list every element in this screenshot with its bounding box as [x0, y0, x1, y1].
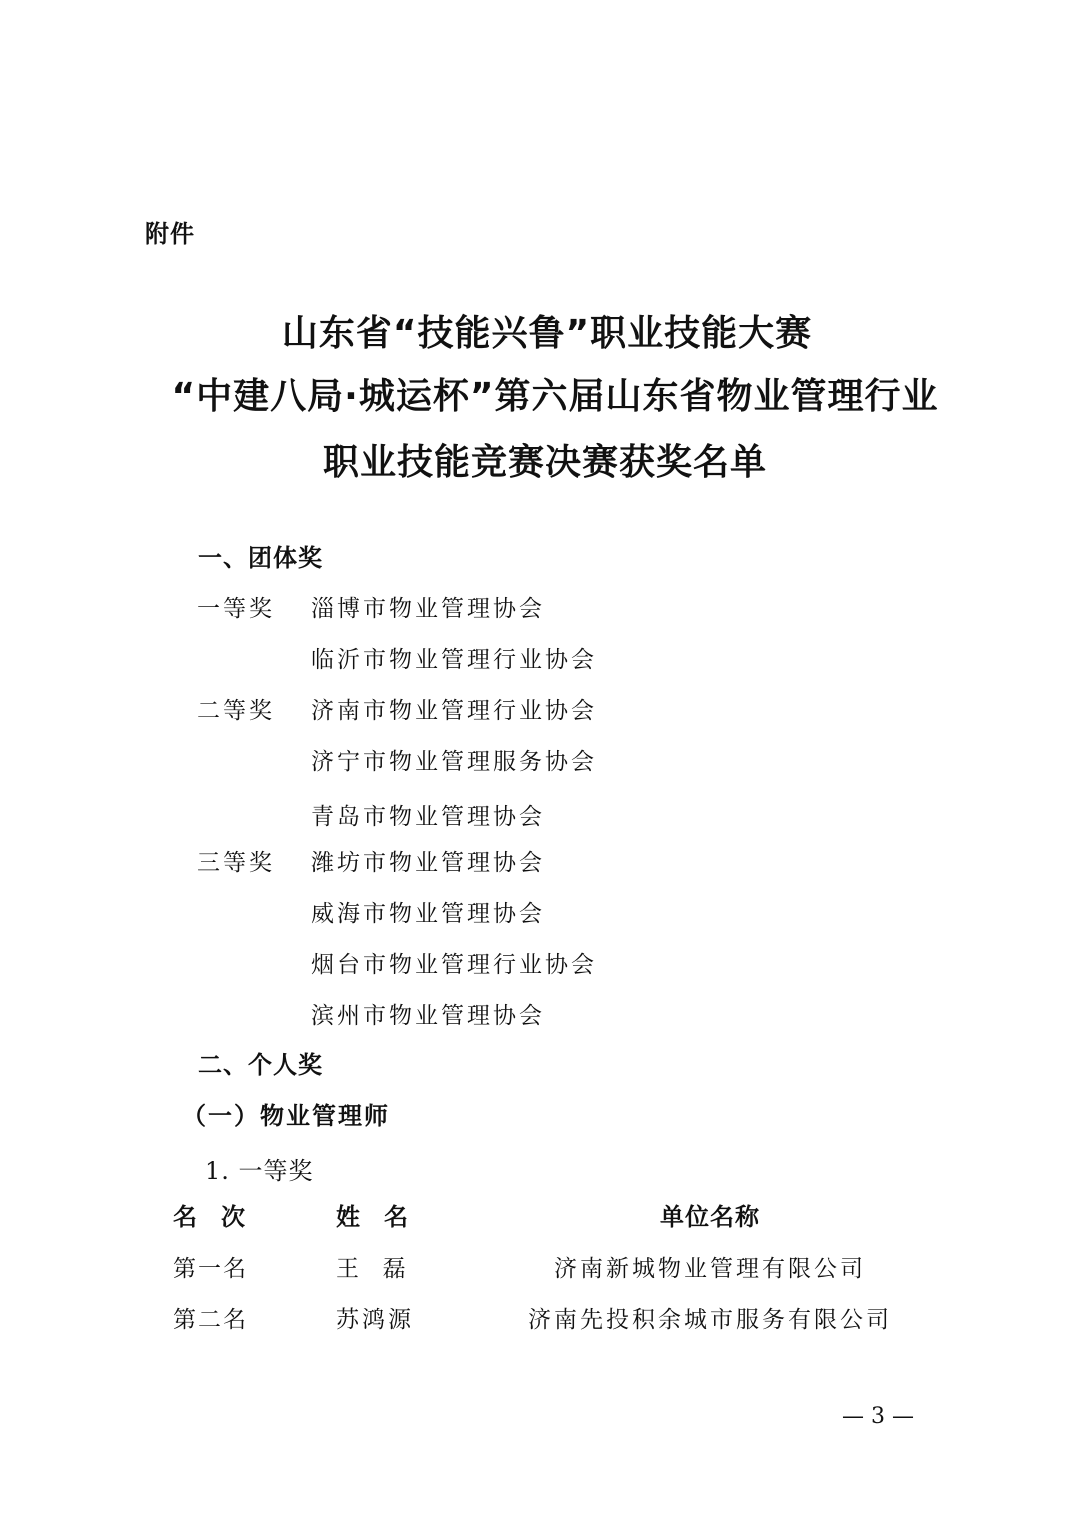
team-award-org: 济宁市物业管理服务协会 [311, 749, 597, 775]
team-award-level: 二等奖 [197, 698, 275, 724]
cell-rank: 第一名 [173, 1256, 248, 1282]
cell-name: 苏鸿源 [336, 1307, 414, 1333]
header-name: 姓名 [336, 1203, 432, 1231]
title-line-1: 山东省“技能兴鲁”职业技能大赛 [281, 313, 813, 354]
team-award-level: 一等奖 [197, 596, 275, 622]
title-line-2: “中建八局·城运杯”第六届山东省物业管理行业 [171, 376, 939, 417]
team-award-org: 临沂市物业管理行业协会 [311, 647, 597, 673]
attachment-label: 附件 [145, 220, 195, 248]
header-rank: 名次 [173, 1203, 269, 1231]
cell-rank: 第二名 [173, 1307, 248, 1333]
rank-heading: 1. 一等奖 [205, 1157, 314, 1185]
cell-name: 王 磊 [336, 1256, 409, 1282]
team-award-level: 三等奖 [197, 850, 275, 876]
individual-award-heading: 二、个人奖 [198, 1051, 323, 1079]
category-heading: （一）物业管理师 [182, 1102, 390, 1130]
title-line-3: 职业技能竞赛决赛获奖名单 [322, 442, 767, 483]
team-award-org: 济南市物业管理行业协会 [311, 698, 597, 724]
cell-unit: 济南先投积余城市服务有限公司 [528, 1307, 892, 1333]
page-number: — 3 — [842, 1404, 914, 1429]
team-award-org: 淄博市物业管理协会 [311, 596, 545, 622]
team-award-org: 潍坊市物业管理协会 [311, 850, 545, 876]
cell-unit: 济南新城物业管理有限公司 [554, 1256, 866, 1282]
team-award-org: 威海市物业管理协会 [311, 901, 545, 927]
team-award-org: 青岛市物业管理协会 [311, 804, 545, 830]
team-award-org: 烟台市物业管理行业协会 [311, 952, 597, 978]
team-award-org: 滨州市物业管理协会 [311, 1003, 545, 1029]
header-unit: 单位名称 [660, 1203, 760, 1231]
team-award-heading: 一、团体奖 [198, 544, 323, 572]
